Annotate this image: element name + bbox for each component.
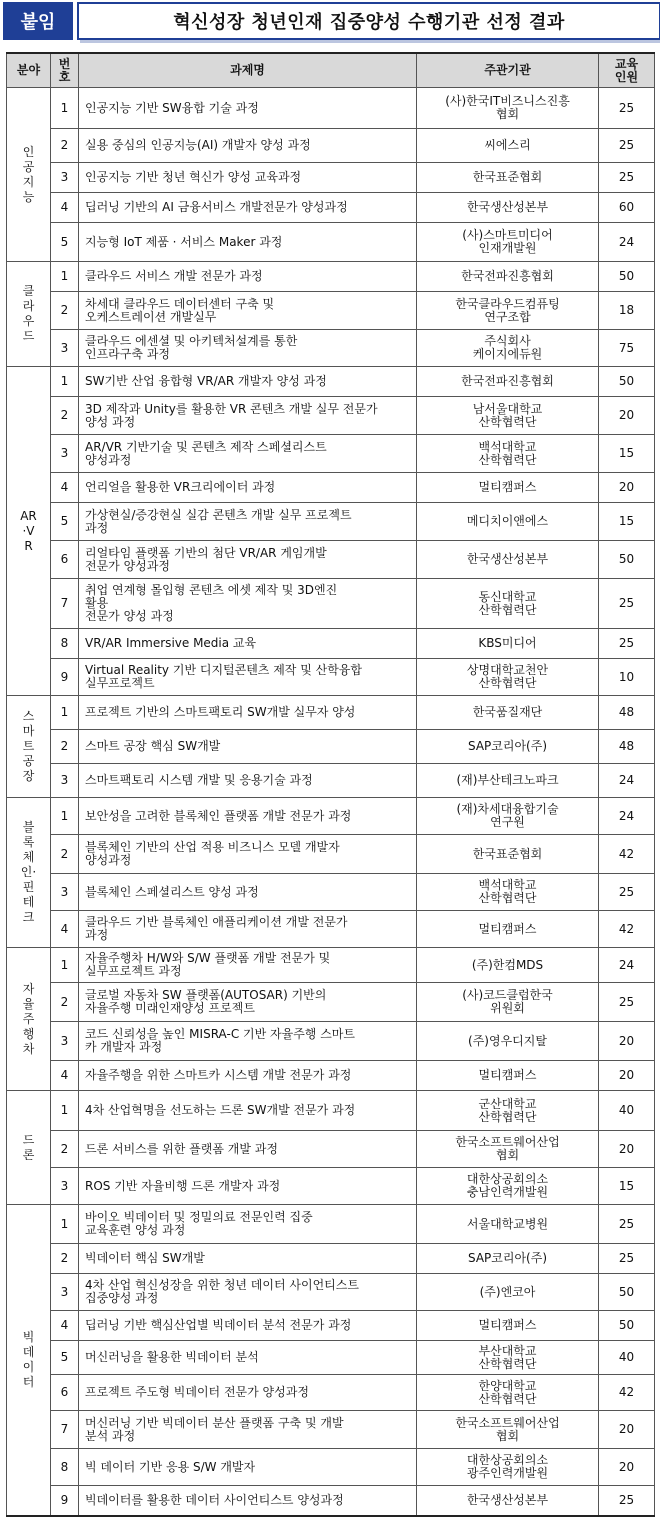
course-name-cell: 빅데이터 핵심 SW개발 xyxy=(79,1244,417,1274)
organization-cell: 한국소프트웨어산업 협회 xyxy=(417,1411,599,1449)
organization-cell: 군산대학교 산학협력단 xyxy=(417,1091,599,1131)
organization-cell: SAP코리아(주) xyxy=(417,730,599,764)
header-course: 과제명 xyxy=(79,53,417,88)
table-body xyxy=(7,88,655,1516)
attachment-badge: 붙임 xyxy=(3,2,73,40)
organization-cell: 멀티캠퍼스 xyxy=(417,1061,599,1091)
organization-cell: (주)한컴MDS xyxy=(417,948,599,983)
organization-cell: 남서울대학교 산학협력단 xyxy=(417,397,599,435)
header-number: 번 호 xyxy=(51,53,79,88)
organization-cell: 대한상공회의소 광주인력개발원 xyxy=(417,1449,599,1486)
organization-cell: 한국전파진흥협회 xyxy=(417,262,599,292)
trainee-count-cell: 20 xyxy=(599,1131,655,1168)
trainee-count-cell: 42 xyxy=(599,1375,655,1411)
row-number-cell: 9 xyxy=(51,659,79,696)
table-row xyxy=(7,1274,655,1311)
row-number-cell: 6 xyxy=(51,541,79,579)
trainee-count-cell: 50 xyxy=(599,1311,655,1341)
organization-cell: 멀티캠퍼스 xyxy=(417,473,599,503)
table-row xyxy=(7,503,655,541)
row-number-cell: 1 xyxy=(51,88,79,129)
course-name-cell: 바이오 빅데이터 및 정밀의료 전문인력 집중 교육훈련 양성 과정 xyxy=(79,1205,417,1244)
table-row xyxy=(7,292,655,330)
table-row xyxy=(7,1244,655,1274)
course-name-cell: 글로벌 자동차 SW 플랫폼(AUTOSAR) 기반의 자율주행 미래인재양성 프로젝트 xyxy=(79,983,417,1022)
course-name-cell: 클라우드 서비스 개발 전문가 과정 xyxy=(79,262,417,292)
trainee-count-cell: 24 xyxy=(599,798,655,835)
trainee-count-cell: 48 xyxy=(599,696,655,730)
course-name-cell: ROS 기반 자율비행 드론 개발자 과정 xyxy=(79,1168,417,1205)
course-name-cell: 4차 산업 혁신성장을 위한 청년 데이터 사이언티스트 집중양성 과정 xyxy=(79,1274,417,1311)
organization-cell: 한국소프트웨어산업 협회 xyxy=(417,1131,599,1168)
row-number-cell: 3 xyxy=(51,764,79,798)
organization-cell: 백석대학교 산학협력단 xyxy=(417,435,599,473)
row-number-cell: 5 xyxy=(51,1341,79,1375)
course-name-cell: 취업 연계형 몰입형 콘텐츠 에셋 제작 및 3D엔진 활용 전문가 양성 과정 xyxy=(79,579,417,629)
course-name-cell: 자율주행을 위한 스마트카 시스템 개발 전문가 과정 xyxy=(79,1061,417,1091)
table-row xyxy=(7,874,655,911)
trainee-count-cell: 20 xyxy=(599,1411,655,1449)
document-title: 혁신성장 청년인재 집중양성 수행기관 선정 결과 xyxy=(77,2,660,40)
field-cell: 빅데이터 xyxy=(7,1205,51,1516)
trainee-count-cell: 25 xyxy=(599,1486,655,1516)
course-name-cell: 프로젝트 기반의 스마트팩토리 SW개발 실무자 양성 xyxy=(79,696,417,730)
trainee-count-cell: 50 xyxy=(599,541,655,579)
course-name-cell: 3D 제작과 Unity를 활용한 VR 콘텐츠 개발 실무 전문가 양성 과정 xyxy=(79,397,417,435)
course-name-cell: 지능형 IoT 제품 · 서비스 Maker 과정 xyxy=(79,223,417,262)
course-name-cell: 스마트팩토리 시스템 개발 및 응용기술 과정 xyxy=(79,764,417,798)
trainee-count-cell: 25 xyxy=(599,983,655,1022)
row-number-cell: 1 xyxy=(51,798,79,835)
organization-cell: (재)차세대융합기술 연구원 xyxy=(417,798,599,835)
table-row xyxy=(7,129,655,163)
table-row xyxy=(7,262,655,292)
trainee-count-cell: 25 xyxy=(599,129,655,163)
trainee-count-cell: 15 xyxy=(599,1168,655,1205)
organization-cell: 백석대학교 산학협력단 xyxy=(417,874,599,911)
table-row xyxy=(7,579,655,629)
organization-cell: (재)부산테크노파크 xyxy=(417,764,599,798)
course-name-cell: 블록체인 스페셜리스트 양성 과정 xyxy=(79,874,417,911)
trainee-count-cell: 25 xyxy=(599,579,655,629)
trainee-count-cell: 40 xyxy=(599,1091,655,1131)
course-name-cell: 가상현실/증강현실 실감 콘텐츠 개발 실무 프로젝트 과정 xyxy=(79,503,417,541)
course-name-cell: 리얼타임 플랫폼 기반의 첨단 VR/AR 게임개발 전문가 양성과정 xyxy=(79,541,417,579)
organization-cell: 한국생산성본부 xyxy=(417,1486,599,1516)
header-field: 분야 xyxy=(7,53,51,88)
table-row xyxy=(7,223,655,262)
table-row xyxy=(7,764,655,798)
trainee-count-cell: 24 xyxy=(599,764,655,798)
organization-cell: 한양대학교 산학협력단 xyxy=(417,1375,599,1411)
table-row xyxy=(7,1022,655,1061)
trainee-count-cell: 25 xyxy=(599,1205,655,1244)
course-name-cell: 클라우드 에센셜 및 아키텍처설계를 통한 인프라구축 과정 xyxy=(79,330,417,367)
trainee-count-cell: 42 xyxy=(599,911,655,948)
course-name-cell: 딥러닝 기반의 AI 금융서비스 개발전문가 양성과정 xyxy=(79,193,417,223)
row-number-cell: 1 xyxy=(51,262,79,292)
trainee-count-cell: 24 xyxy=(599,948,655,983)
table-row xyxy=(7,1168,655,1205)
row-number-cell: 7 xyxy=(51,579,79,629)
field-cell: 스마트공장 xyxy=(7,696,51,798)
row-number-cell: 3 xyxy=(51,435,79,473)
row-number-cell: 9 xyxy=(51,1486,79,1516)
row-number-cell: 2 xyxy=(51,1244,79,1274)
row-number-cell: 1 xyxy=(51,696,79,730)
table-row xyxy=(7,659,655,696)
course-name-cell: 빅 데이터 기반 응용 S/W 개발자 xyxy=(79,1449,417,1486)
table-row xyxy=(7,435,655,473)
organization-cell: 한국표준협회 xyxy=(417,163,599,193)
organization-cell: 한국품질재단 xyxy=(417,696,599,730)
table-row xyxy=(7,1411,655,1449)
trainee-count-cell: 48 xyxy=(599,730,655,764)
table-row xyxy=(7,367,655,397)
row-number-cell: 2 xyxy=(51,730,79,764)
course-name-cell: 머신러닝 기반 빅데이터 분산 플랫폼 구축 및 개발 분석 과정 xyxy=(79,1411,417,1449)
table-row xyxy=(7,1449,655,1486)
row-number-cell: 3 xyxy=(51,1274,79,1311)
organization-cell: KBS미디어 xyxy=(417,629,599,659)
trainee-count-cell: 20 xyxy=(599,1061,655,1091)
field-cell: 드론 xyxy=(7,1091,51,1205)
row-number-cell: 2 xyxy=(51,1131,79,1168)
table-row xyxy=(7,1131,655,1168)
row-number-cell: 3 xyxy=(51,1168,79,1205)
organization-cell: 멀티캠퍼스 xyxy=(417,911,599,948)
table-row xyxy=(7,1375,655,1411)
row-number-cell: 1 xyxy=(51,1205,79,1244)
organization-cell: 씨에스리 xyxy=(417,129,599,163)
organization-cell: (사)스마트미디어 인재개발원 xyxy=(417,223,599,262)
course-name-cell: 실용 중심의 인공지능(AI) 개발자 양성 과정 xyxy=(79,129,417,163)
table-row xyxy=(7,696,655,730)
table-row xyxy=(7,1205,655,1244)
table-row xyxy=(7,541,655,579)
trainee-count-cell: 20 xyxy=(599,397,655,435)
table-row xyxy=(7,1091,655,1131)
table-row xyxy=(7,330,655,367)
field-cell: 자율주행차 xyxy=(7,948,51,1091)
header-trainee-count: 교육 인원 xyxy=(599,53,655,88)
course-name-cell: 프로젝트 주도형 빅데이터 전문가 양성과정 xyxy=(79,1375,417,1411)
course-name-cell: 인공지능 기반 SW융합 기술 과정 xyxy=(79,88,417,129)
table-row xyxy=(7,1486,655,1516)
table-row xyxy=(7,88,655,129)
table-row xyxy=(7,397,655,435)
trainee-count-cell: 25 xyxy=(599,1244,655,1274)
organization-cell: SAP코리아(주) xyxy=(417,1244,599,1274)
document-header xyxy=(3,2,657,40)
course-name-cell: 인공지능 기반 청년 혁신가 양성 교육과정 xyxy=(79,163,417,193)
trainee-count-cell: 24 xyxy=(599,223,655,262)
trainee-count-cell: 40 xyxy=(599,1341,655,1375)
trainee-count-cell: 20 xyxy=(599,473,655,503)
course-name-cell: 클라우드 기반 블록체인 애플리케이션 개발 전문가 과정 xyxy=(79,911,417,948)
row-number-cell: 2 xyxy=(51,292,79,330)
course-name-cell: 드론 서비스를 위한 플랫폼 개발 과정 xyxy=(79,1131,417,1168)
course-name-cell: 자율주행차 H/W와 S/W 플랫폼 개발 전문가 및 실무프로젝트 과정 xyxy=(79,948,417,983)
trainee-count-cell: 50 xyxy=(599,1274,655,1311)
field-cell: 클라우드 xyxy=(7,262,51,367)
row-number-cell: 4 xyxy=(51,1061,79,1091)
course-name-cell: 코드 신뢰성을 높인 MISRA-C 기반 자율주행 스마트 카 개발자 과정 xyxy=(79,1022,417,1061)
row-number-cell: 3 xyxy=(51,163,79,193)
course-name-cell: 언리얼을 활용한 VR크리에이터 과정 xyxy=(79,473,417,503)
organization-cell: 메디치이앤에스 xyxy=(417,503,599,541)
trainee-count-cell: 20 xyxy=(599,1022,655,1061)
trainee-count-cell: 18 xyxy=(599,292,655,330)
field-cell: 인공지능 xyxy=(7,88,51,262)
course-name-cell: 블록체인 기반의 산업 적용 비즈니스 모델 개발자 양성과정 xyxy=(79,835,417,874)
organization-cell: 멀티캠퍼스 xyxy=(417,1311,599,1341)
header-organization: 주관기관 xyxy=(417,53,599,88)
organization-cell: (주)엔코아 xyxy=(417,1274,599,1311)
row-number-cell: 8 xyxy=(51,629,79,659)
row-number-cell: 5 xyxy=(51,223,79,262)
trainee-count-cell: 10 xyxy=(599,659,655,696)
row-number-cell: 8 xyxy=(51,1449,79,1486)
course-name-cell: 차세대 클라우드 데이터센터 구축 및 오케스트레이션 개발실무 xyxy=(79,292,417,330)
trainee-count-cell: 42 xyxy=(599,835,655,874)
trainee-count-cell: 25 xyxy=(599,163,655,193)
course-name-cell: SW기반 산업 융합형 VR/AR 개발자 양성 과정 xyxy=(79,367,417,397)
row-number-cell: 3 xyxy=(51,1022,79,1061)
trainee-count-cell: 60 xyxy=(599,193,655,223)
row-number-cell: 2 xyxy=(51,129,79,163)
course-name-cell: 보안성을 고려한 블록체인 플랫폼 개발 전문가 과정 xyxy=(79,798,417,835)
course-name-cell: 스마트 공장 핵심 SW개발 xyxy=(79,730,417,764)
table-row xyxy=(7,911,655,948)
row-number-cell: 5 xyxy=(51,503,79,541)
trainee-count-cell: 15 xyxy=(599,503,655,541)
trainee-count-cell: 50 xyxy=(599,367,655,397)
table-row xyxy=(7,730,655,764)
organization-cell: 한국생산성본부 xyxy=(417,541,599,579)
row-number-cell: 3 xyxy=(51,874,79,911)
row-number-cell: 1 xyxy=(51,367,79,397)
row-number-cell: 4 xyxy=(51,911,79,948)
organization-cell: 상명대학교천안 산학협력단 xyxy=(417,659,599,696)
course-name-cell: 딥러닝 기반 핵심산업별 빅데이터 분석 전문가 과정 xyxy=(79,1311,417,1341)
trainee-count-cell: 50 xyxy=(599,262,655,292)
table-row xyxy=(7,835,655,874)
course-name-cell: AR/VR 기반기술 및 콘텐츠 제작 스페셜리스트 양성과정 xyxy=(79,435,417,473)
trainee-count-cell: 25 xyxy=(599,629,655,659)
course-name-cell: Virtual Reality 기반 디지털콘텐츠 제작 및 산학융합 실무프로젝트 xyxy=(79,659,417,696)
organization-cell: 동신대학교 산학협력단 xyxy=(417,579,599,629)
row-number-cell: 2 xyxy=(51,835,79,874)
field-cell: AR·VR xyxy=(7,367,51,696)
row-number-cell: 4 xyxy=(51,193,79,223)
row-number-cell: 1 xyxy=(51,1091,79,1131)
row-number-cell: 2 xyxy=(51,983,79,1022)
table-row xyxy=(7,948,655,983)
organization-cell: 한국표준협회 xyxy=(417,835,599,874)
trainee-count-cell: 75 xyxy=(599,330,655,367)
course-name-cell: 머신러닝을 활용한 빅데이터 분석 xyxy=(79,1341,417,1375)
course-name-cell: 4차 산업혁명을 선도하는 드론 SW개발 전문가 과정 xyxy=(79,1091,417,1131)
row-number-cell: 2 xyxy=(51,397,79,435)
trainee-count-cell: 25 xyxy=(599,88,655,129)
organization-cell: 한국클라우드컴퓨팅 연구조합 xyxy=(417,292,599,330)
organization-cell: 대한상공회의소 충남인력개발원 xyxy=(417,1168,599,1205)
row-number-cell: 3 xyxy=(51,330,79,367)
organization-cell: 서울대학교병원 xyxy=(417,1205,599,1244)
row-number-cell: 6 xyxy=(51,1375,79,1411)
trainee-count-cell: 15 xyxy=(599,435,655,473)
organization-cell: 부산대학교 산학협력단 xyxy=(417,1341,599,1375)
selection-results-table xyxy=(6,52,655,1517)
table-row xyxy=(7,1341,655,1375)
row-number-cell: 7 xyxy=(51,1411,79,1449)
organization-cell: 한국생산성본부 xyxy=(417,193,599,223)
table-header-row xyxy=(7,53,655,88)
course-name-cell: 빅데이터를 활용한 데이터 사이언티스트 양성과정 xyxy=(79,1486,417,1516)
course-name-cell: VR/AR Immersive Media 교육 xyxy=(79,629,417,659)
organization-cell: 한국전파진흥협회 xyxy=(417,367,599,397)
table-row xyxy=(7,983,655,1022)
trainee-count-cell: 25 xyxy=(599,874,655,911)
trainee-count-cell: 20 xyxy=(599,1449,655,1486)
field-cell: 블록체인·핀테크 xyxy=(7,798,51,948)
table-row xyxy=(7,629,655,659)
organization-cell: (주)영우디지탈 xyxy=(417,1022,599,1061)
row-number-cell: 4 xyxy=(51,473,79,503)
row-number-cell: 4 xyxy=(51,1311,79,1341)
table-row xyxy=(7,473,655,503)
organization-cell: (사)코드클럽한국 위원회 xyxy=(417,983,599,1022)
organization-cell: 주식회사 케이지에듀원 xyxy=(417,330,599,367)
row-number-cell: 1 xyxy=(51,948,79,983)
table-row xyxy=(7,163,655,193)
organization-cell: (사)한국IT비즈니스진흥 협회 xyxy=(417,88,599,129)
table-row xyxy=(7,1311,655,1341)
table-row xyxy=(7,1061,655,1091)
table-row xyxy=(7,193,655,223)
table-row xyxy=(7,798,655,835)
